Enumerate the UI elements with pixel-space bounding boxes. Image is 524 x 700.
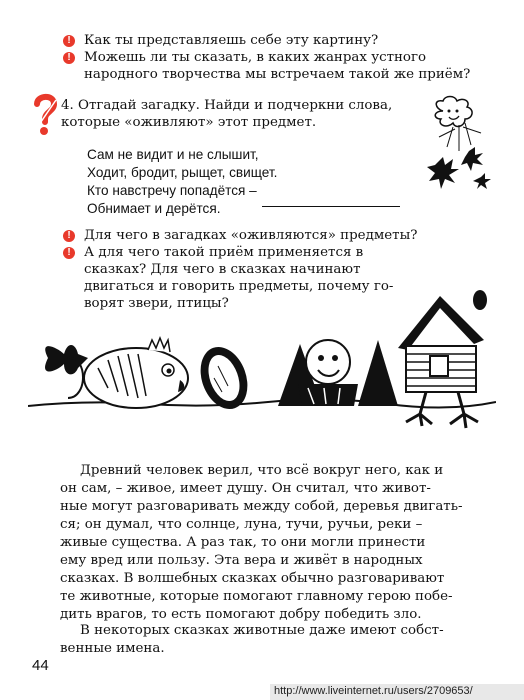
fairy-tale-illustration — [28, 288, 496, 440]
answer-blank-line[interactable] — [262, 206, 400, 207]
question-4: А для чего такой приём применяется в сказках? Для чего в сказках начинают двигаться и говорить предметы, почему го- ворят звери, птицы? — [84, 245, 394, 311]
fish-illustration — [45, 338, 188, 408]
question-1: Как ты представляешь себе эту картину? — [84, 33, 379, 48]
question-mark-icon — [30, 92, 60, 138]
riddle-poem: Сам не видит и не слышит, Ходит, бродит, рыщет, свищет. Кто навстречу попадётся – Обнимает и дерётся. — [87, 147, 278, 216]
question-2: Можешь ли ты сказать, в каких жанрах устного народного творчества мы встречаем такой же приём? — [84, 50, 471, 82]
question-bullet-icon: ! — [63, 230, 75, 242]
task-4: 4. Отгадай загадку. Найди и подчеркни слова, которые «оживляют» этот предмет. — [61, 98, 393, 130]
question-bullet-icon: ! — [63, 247, 75, 259]
second-paragraph: В некоторых сказках животные даже имеют собст- венные имена. — [60, 623, 444, 656]
page-number: 44 — [32, 657, 49, 674]
main-paragraph: Древний человек верил, что всё вокруг него, как и он сам, – живое, имеет душу. Он считал, что живот- ные могут разговаривать между собой, деревья двигать- ся; он думал, что солнце, луна, тучи, ручьи, реки – живые существа. А раз так, то они могли принести ему вред или пользу. Эта вера и живёт в народных сказках. В волшебных сказках обычно разговаривают те животные, которые помогают главному герою побе- дить врагов, то есть помогают добру победить зло. — [60, 463, 463, 622]
question-bullet-icon: ! — [63, 35, 75, 47]
kolobok-illustration — [278, 340, 398, 406]
question-bullet-icon: ! — [63, 52, 75, 64]
footer-url[interactable]: http://www.liveinternet.ru/users/2709653/ — [274, 685, 473, 697]
wind-cloud-illustration — [425, 95, 495, 195]
question-3: Для чего в загадках «оживляются» предметы? — [84, 228, 418, 243]
